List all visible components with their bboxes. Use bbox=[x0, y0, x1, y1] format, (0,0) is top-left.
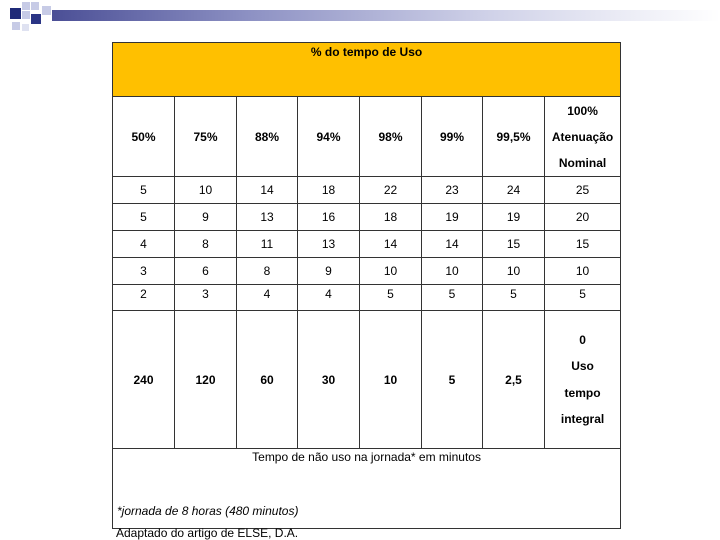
table-cell: 19 bbox=[483, 204, 545, 231]
table-cell: 3 bbox=[113, 258, 175, 285]
percent-header: 98% bbox=[360, 97, 422, 177]
header-line: Nominal bbox=[558, 155, 607, 170]
decorative-square bbox=[22, 11, 30, 19]
table-cell: 14 bbox=[237, 177, 298, 204]
table-cell: 11 bbox=[237, 231, 298, 258]
minutes-cell: 240 bbox=[113, 311, 175, 449]
table-cell: 13 bbox=[237, 204, 298, 231]
table-row bbox=[113, 177, 621, 204]
table-cell: 3 bbox=[175, 285, 237, 311]
table-cell: 10 bbox=[483, 258, 545, 285]
minutes-cell: 2,5 bbox=[483, 311, 545, 449]
table-cell: 5 bbox=[113, 177, 175, 204]
decorative-square bbox=[22, 2, 30, 10]
table-row bbox=[113, 285, 621, 311]
table-footer bbox=[113, 449, 621, 529]
table-cell: 8 bbox=[175, 231, 237, 258]
table-cell: 10 bbox=[175, 177, 237, 204]
header-line: 100% bbox=[567, 103, 598, 118]
table-title: % do tempo de Uso bbox=[113, 43, 621, 97]
minutes-cell: 5 bbox=[422, 311, 483, 449]
decorative-square bbox=[10, 8, 21, 19]
decorative-square bbox=[31, 2, 39, 10]
minutes-cell: 10 bbox=[360, 311, 422, 449]
footnote: *jornada de 8 horas (480 minutos) bbox=[117, 504, 299, 518]
cell-line: tempo bbox=[564, 385, 601, 400]
table-cell: 5 bbox=[483, 285, 545, 311]
footer-title: Tempo de não uso na jornada* em minutos bbox=[252, 450, 481, 464]
table-cell: 5 bbox=[360, 285, 422, 311]
percent-header: 50% bbox=[113, 97, 175, 177]
minutes-row bbox=[113, 311, 621, 449]
table-cell: 18 bbox=[360, 204, 422, 231]
minutes-cell: 120 bbox=[175, 311, 237, 449]
table-cell: 14 bbox=[422, 231, 483, 258]
nominal-attenuation-header bbox=[545, 97, 621, 177]
hearing-protection-table bbox=[112, 42, 621, 529]
cell-line: 0 bbox=[579, 332, 586, 347]
table-cell: 15 bbox=[545, 231, 621, 258]
table-cell: 9 bbox=[175, 204, 237, 231]
percent-header: 88% bbox=[237, 97, 298, 177]
percent-header-row bbox=[113, 97, 621, 177]
minutes-cell: 60 bbox=[237, 311, 298, 449]
table-cell: 25 bbox=[545, 177, 621, 204]
decorative-square bbox=[42, 6, 51, 15]
table-cell: 5 bbox=[545, 285, 621, 311]
percent-header: 75% bbox=[175, 97, 237, 177]
percent-header: 99% bbox=[422, 97, 483, 177]
table-cell: 15 bbox=[483, 231, 545, 258]
table-cell: 4 bbox=[237, 285, 298, 311]
full-time-use-cell bbox=[545, 311, 621, 449]
table-cell: 18 bbox=[298, 177, 360, 204]
table-cell: 10 bbox=[422, 258, 483, 285]
table-cell: 13 bbox=[298, 231, 360, 258]
table-cell: 14 bbox=[360, 231, 422, 258]
table-cell: 16 bbox=[298, 204, 360, 231]
table-cell: 10 bbox=[545, 258, 621, 285]
percent-header: 99,5% bbox=[483, 97, 545, 177]
table-cell: 22 bbox=[360, 177, 422, 204]
table-cell: 8 bbox=[237, 258, 298, 285]
decorative-square bbox=[31, 14, 41, 24]
decorative-header-band bbox=[0, 0, 720, 32]
decorative-square bbox=[12, 22, 20, 30]
cell-line: Uso bbox=[571, 359, 594, 373]
table-cell: 6 bbox=[175, 258, 237, 285]
decorative-square bbox=[22, 24, 29, 31]
table-cell: 20 bbox=[545, 204, 621, 231]
decorative-gradient-stripe bbox=[52, 10, 720, 21]
minutes-cell: 30 bbox=[298, 311, 360, 449]
table-cell: 24 bbox=[483, 177, 545, 204]
table-cell: 4 bbox=[113, 231, 175, 258]
source-credit: Adaptado do artigo de ELSE, D.A. bbox=[116, 526, 299, 540]
table-cell: 19 bbox=[422, 204, 483, 231]
cell-line: integral bbox=[560, 412, 605, 426]
table-row bbox=[113, 258, 621, 285]
table-row bbox=[113, 231, 621, 258]
header-line: Atenuação bbox=[551, 129, 614, 144]
table-row bbox=[113, 204, 621, 231]
table-cell: 4 bbox=[298, 285, 360, 311]
table-cell: 10 bbox=[360, 258, 422, 285]
table-cell: 2 bbox=[113, 285, 175, 311]
table-cell: 9 bbox=[298, 258, 360, 285]
percent-header: 94% bbox=[298, 97, 360, 177]
table-cell: 5 bbox=[422, 285, 483, 311]
table-cell: 5 bbox=[113, 204, 175, 231]
table-cell: 23 bbox=[422, 177, 483, 204]
